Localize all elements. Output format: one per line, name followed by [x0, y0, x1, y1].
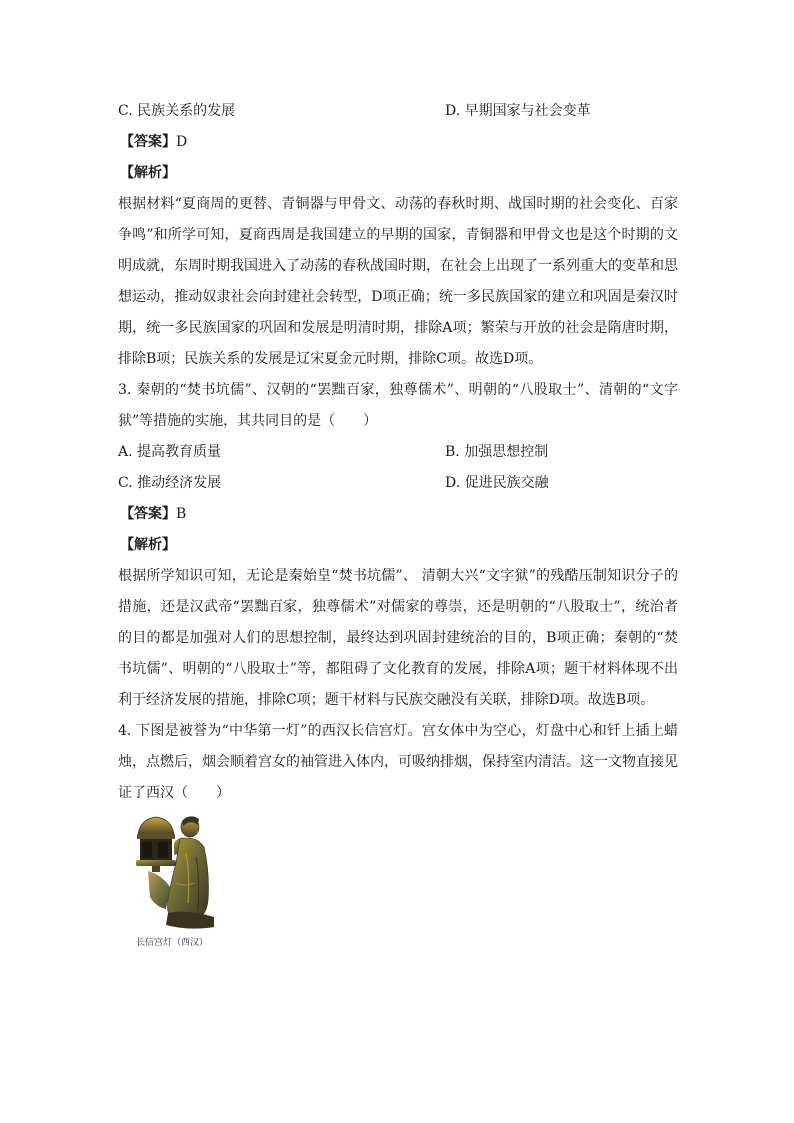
figure-caption: 长信宫灯（西汉） — [136, 938, 209, 948]
q2-analysis-label — [118, 158, 678, 189]
q3-option-d[interactable]: D. 促进民族交融 — [445, 475, 549, 491]
q3-option-c[interactable]: C. 推动经济发展 — [118, 475, 222, 491]
q2-answer — [118, 127, 678, 158]
answer-value: B — [176, 506, 187, 522]
document-page — [118, 96, 678, 950]
q2-analysis-text: 根据材料“夏商周的更替、青铜器与甲骨文、动荡的春秋时期、战国时期的社会变化、百家争鸣”和所学可知，夏商西周是我国建立的早期的国家，青铜器和甲骨文也是这个时期的文明成就，东周时期我国进入了动荡的春秋战国时期，在社会上出现了一系列重大的变革和思想运动，推动奴隶社会向封建社会转型，D项正确；统一多民族国家的建立和巩固是秦汉时期，统一多民族国家的巩固和发展是明清时期，排除A项；繁荣与开放的社会是隋唐时期，排除B项；民族关系的发展是辽宋夏金元时期，排除C项。故选D项。 — [118, 196, 678, 367]
q2-option-c[interactable]: C. 民族关系的发展 — [118, 103, 236, 119]
q2-options-row-2 — [118, 96, 678, 127]
q3-options-row-2 — [118, 468, 678, 499]
q4-stem: 4. 下图是被誉为“中华第一灯”的西汉长信宫灯。宫女体中为空心，灯盘中心和钎上插上蜡烛，点燃后，烟会顺着宫女的袖管进入体内，可吸纳排烟，保持室内清洁。这一文物直接见证了西汉（ ） — [118, 723, 678, 801]
q3-options-row-1 — [118, 437, 678, 468]
analysis-label: 【解析】 — [120, 537, 176, 553]
answer-label: 【答案】 — [120, 506, 176, 522]
changxin-palace-lamp-image — [128, 813, 218, 933]
q3-analysis-label — [118, 530, 678, 561]
answer-label: 【答案】 — [120, 134, 176, 150]
q2-option-d[interactable]: D. 早期国家与社会变革 — [445, 103, 591, 119]
analysis-label: 【解析】 — [120, 165, 176, 181]
changxin-palace-lamp-figure — [128, 813, 218, 950]
answer-value: D — [176, 134, 188, 150]
q3-answer — [118, 499, 678, 530]
q3-stem: 3. 秦朝的“焚书坑儒”、汉朝的“罢黜百家，独尊儒术”、明朝的“八股取士”、清朝的“文字狱”等措施的实施，其共同目的是（ ） — [118, 382, 678, 429]
q3-option-a[interactable]: A. 提高教育质量 — [118, 444, 222, 460]
q3-analysis-text: 根据所学知识可知，无论是秦始皇“焚书坑儒”、 清朝大兴“文字狱”的残酷压制知识分子的措施，还是汉武帝“罢黜百家，独尊儒术”对儒家的尊崇，还是明朝的“八股取士”，统治者的目的都是加强对人们的思想控制，最终达到巩固封建统治的目的，B项正确；秦朝的“焚书坑儒”、明朝的“八股取士”等，都阻碍了文化教育的发展，排除A项；题干材料体现不出利于经济发展的措施，排除C项；题干材料与民族交融没有关联，排除D项。故选B项。 — [118, 568, 678, 708]
q3-option-b[interactable]: B. 加强思想控制 — [445, 444, 549, 460]
